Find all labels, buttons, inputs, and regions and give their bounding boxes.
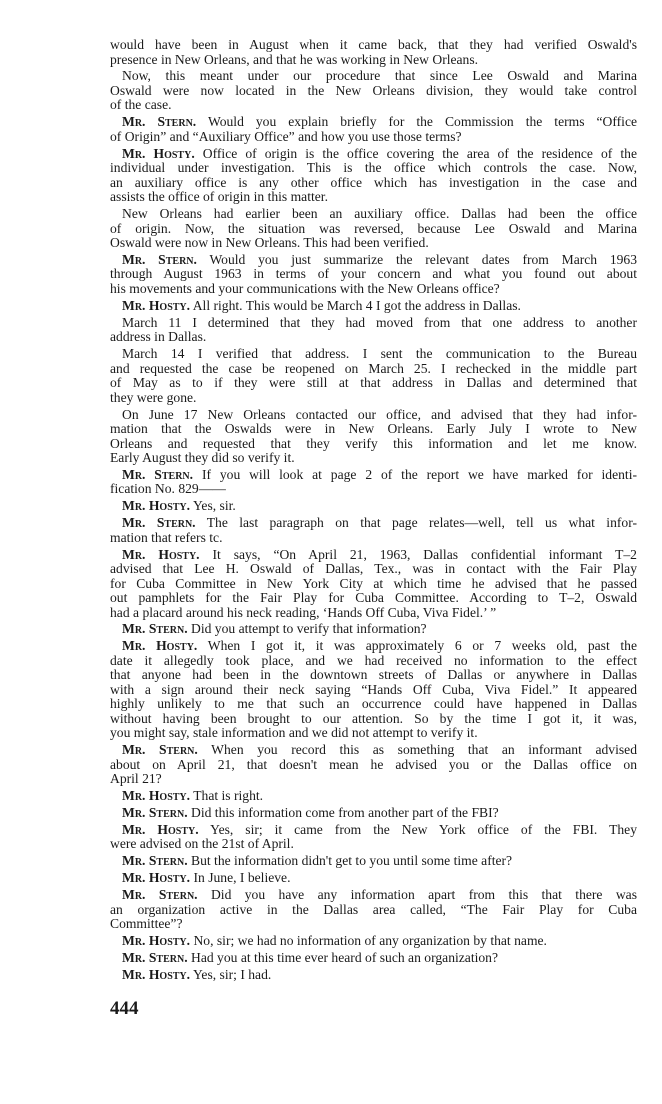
testimony-paragraph — [110, 516, 637, 545]
line-text: When you record this as something that an informant advised — [211, 742, 638, 758]
text-line — [110, 871, 637, 886]
text-line — [110, 236, 637, 251]
testimony-paragraph — [110, 806, 637, 821]
testimony-paragraph — [110, 968, 637, 983]
text-line — [110, 531, 637, 546]
speaker-name: Mr. Hosty. — [122, 788, 191, 804]
line-text: The last paragraph on that page relates—well, tell us what infor- — [206, 515, 637, 531]
line-text: about on April 21, that doesn't mean he advised you or the Dallas office on — [110, 756, 637, 772]
line-text: If you will look at page 2 of the report we have marked for identi- — [201, 466, 638, 482]
line-text: individual under investigation. This is the office which controls the case. Now, — [110, 160, 637, 176]
text-line — [110, 888, 637, 903]
line-text: they were gone. — [110, 389, 197, 405]
text-line — [110, 934, 637, 949]
text-line — [110, 743, 637, 758]
testimony-paragraph — [110, 499, 637, 514]
text-line — [110, 577, 637, 592]
line-text: fication No. 829—— — [110, 481, 226, 497]
text-line — [110, 917, 637, 932]
line-text: address in Dallas. — [110, 329, 207, 345]
speaker-name: Mr. Stern. — [122, 949, 188, 965]
paragraph — [110, 38, 637, 67]
line-text: Yes, sir; it came from the New York office of the FBI. They — [210, 821, 637, 837]
line-text: without having been brought to our attention. So by the time I got it, it was, — [110, 710, 637, 726]
speaker-name: Mr. Stern. — [122, 466, 194, 482]
text-line — [110, 176, 637, 191]
speaker-name: Mr. Stern. — [122, 853, 188, 869]
line-text: date it allegedly took place, and we had received no information to the effect — [110, 652, 637, 668]
text-line — [110, 591, 637, 606]
testimony-paragraph — [110, 468, 637, 497]
paragraph — [110, 316, 637, 345]
text-line — [110, 253, 637, 268]
text-line — [110, 683, 637, 698]
line-text: Early August they did so verify it. — [110, 450, 295, 466]
testimony-paragraph — [110, 888, 637, 932]
testimony-paragraph — [110, 823, 637, 852]
text-line — [110, 437, 637, 452]
line-text: Had you at this time ever heard of such an organization? — [191, 949, 499, 965]
text-line — [110, 499, 637, 514]
line-text: his movements and your communications with the New Orleans office? — [110, 280, 500, 296]
text-line — [110, 639, 637, 654]
line-text: an auxiliary office is any other office which has investigation in the case and — [110, 174, 637, 190]
transcript-page — [110, 38, 637, 985]
line-text: for Cuba Committee in New York City at which time he advised that he passed — [110, 575, 637, 591]
text-line — [110, 267, 637, 282]
speaker-name: Mr. Hosty. — [122, 145, 195, 161]
testimony-paragraph — [110, 299, 637, 314]
line-text: of origin. Now, the situation was reversed, because Lee Oswald and Marina — [110, 220, 637, 236]
testimony-paragraph — [110, 854, 637, 869]
text-line — [110, 330, 637, 345]
text-line — [110, 668, 637, 683]
text-line — [110, 69, 637, 84]
line-text: advised that Lee H. Oswald of Dallas, Tex., was in contact with the Fair Play — [110, 561, 637, 577]
text-line — [110, 161, 637, 176]
text-line — [110, 758, 637, 773]
line-text: highly unlikely to me that such an occurrence could have happened in Dallas — [110, 696, 637, 712]
line-text: But the information didn't get to you until some time after? — [191, 853, 513, 869]
text-line — [110, 299, 637, 314]
speaker-name: Mr. Hosty. — [122, 297, 191, 313]
line-text: of May as to if they were still at that address in Dallas and determined that — [110, 375, 637, 391]
text-line — [110, 207, 637, 222]
line-text: When I got it, it was approximately 6 or 7 weeks old, past the — [207, 638, 638, 654]
speaker-name: Mr. Stern. — [122, 621, 188, 637]
line-text: That is right. — [193, 788, 264, 804]
line-text: March 14 I verified that address. I sent the communication to the Bureau — [122, 346, 637, 362]
text-line — [110, 376, 637, 391]
testimony-paragraph — [110, 548, 637, 621]
line-text: that anyone had been in the downtown streets of Dallas or anywhere in Dallas — [110, 667, 637, 683]
text-line — [110, 38, 637, 53]
page-number: 444 — [110, 998, 139, 1019]
speaker-name: Mr. Stern. — [122, 114, 197, 130]
line-text: Would you just summarize the relevant dates from March 1963 — [209, 251, 638, 267]
text-line — [110, 482, 637, 497]
speaker-name: Mr. Stern. — [122, 251, 197, 267]
text-line — [110, 712, 637, 727]
text-line — [110, 772, 637, 787]
speaker-name: Mr. Stern. — [122, 805, 188, 821]
line-text: you might say, stale information and we did not attempt to verify it. — [110, 725, 478, 741]
line-text: March 11 I determined that they had moved from that one address to another — [122, 314, 637, 330]
line-text: Did you attempt to verify that information? — [191, 621, 427, 637]
line-text: Would you explain briefly for the Commission the terms “Office — [207, 114, 638, 130]
line-text: of the case. — [110, 97, 172, 113]
text-line — [110, 606, 637, 621]
text-line — [110, 562, 637, 577]
speaker-name: Mr. Stern. — [122, 515, 196, 531]
line-text: had a placard around his neck reading, ‘Hands Off Cuba, Viva Fidel.’ ” — [110, 604, 497, 620]
text-line — [110, 347, 637, 362]
line-text: April 21? — [110, 771, 162, 787]
text-line — [110, 147, 637, 162]
text-line — [110, 548, 637, 563]
line-text: Did you have any information apart from this that there was — [210, 887, 637, 903]
line-text: would have been in August when it came back, that they had verified Oswald's — [110, 37, 637, 52]
paragraph — [110, 408, 637, 466]
text-line — [110, 130, 637, 145]
line-text: Office of origin is the office covering the area of the residence of the — [202, 145, 637, 161]
line-text: with a sign around their neck saying “Hands Off Cuba, Viva Fidel.” It appeared — [110, 681, 637, 697]
line-text: an organization active in the Dallas area called, “The Fair Play for Cuba — [110, 901, 637, 917]
line-text: Did this information come from another part of the FBI? — [191, 805, 499, 821]
speaker-name: Mr. Hosty. — [122, 870, 191, 886]
speaker-name: Mr. Hosty. — [122, 821, 199, 837]
line-text: were advised on the 21st of April. — [110, 836, 294, 852]
text-line — [110, 854, 637, 869]
line-text: New Orleans had earlier been an auxiliary office. Dallas had been the office — [122, 206, 637, 222]
line-text: All right. This would be March 4 I got the address in Dallas. — [192, 297, 521, 313]
line-text: In June, I believe. — [193, 870, 291, 886]
line-text: Orleans and requested that they verify this information and let me know. — [110, 435, 637, 451]
text-line — [110, 115, 637, 130]
text-line — [110, 84, 637, 99]
text-line — [110, 391, 637, 406]
text-line — [110, 53, 637, 68]
text-line — [110, 789, 637, 804]
text-line — [110, 622, 637, 637]
line-text: Oswald were now in New Orleans. This had been verified. — [110, 235, 429, 251]
text-line — [110, 654, 637, 669]
testimony-paragraph — [110, 639, 637, 741]
text-line — [110, 697, 637, 712]
line-text: through August 1963 in terms of your concern and what you found out about — [110, 266, 637, 282]
line-text: Oswald were now located in the New Orleans division, they would take control — [110, 82, 637, 98]
text-line — [110, 222, 637, 237]
text-line — [110, 98, 637, 113]
paragraph — [110, 69, 637, 113]
line-text: of Origin” and “Auxiliary Office” and how you use those terms? — [110, 128, 462, 144]
speaker-name: Mr. Stern. — [122, 887, 198, 903]
text-line — [110, 362, 637, 377]
text-line — [110, 951, 637, 966]
text-line — [110, 282, 637, 297]
paragraph — [110, 207, 637, 251]
speaker-name: Mr. Stern. — [122, 742, 198, 758]
text-line — [110, 422, 637, 437]
text-line — [110, 903, 637, 918]
line-text: and requested the case be reopened on March 25. I rechecked in the middle part — [110, 360, 637, 376]
line-text: Yes, sir. — [192, 498, 236, 514]
text-line — [110, 726, 637, 741]
line-text: assists the office of origin in this matter. — [110, 189, 328, 205]
speaker-name: Mr. Hosty. — [122, 546, 200, 562]
text-line — [110, 190, 637, 205]
line-text: out pamphlets for the Fair Play for Cuba Committee. According to T–2, Oswald — [110, 590, 637, 606]
speaker-name: Mr. Hosty. — [122, 966, 191, 982]
line-text: mation that the Oswalds were in New Orleans. Early July I wrote to New — [110, 421, 637, 437]
testimony-paragraph — [110, 743, 637, 787]
text-line — [110, 468, 637, 483]
testimony-paragraph — [110, 871, 637, 886]
text-line — [110, 806, 637, 821]
line-text: It says, “On April 21, 1963, Dallas confidential informant T–2 — [212, 546, 637, 562]
text-line — [110, 837, 637, 852]
speaker-name: Mr. Hosty. — [122, 498, 191, 514]
line-text: On June 17 New Orleans contacted our office, and advised that they had infor- — [122, 406, 637, 422]
text-line — [110, 516, 637, 531]
line-text: presence in New Orleans, and that he was working in New Orleans. — [110, 51, 479, 67]
line-text: Now, this meant under our procedure that since Lee Oswald and Marina — [122, 68, 637, 84]
line-text: Committee”? — [110, 916, 183, 932]
testimony-paragraph — [110, 789, 637, 804]
testimony-paragraph — [110, 951, 637, 966]
paragraph — [110, 347, 637, 405]
text-line — [110, 408, 637, 423]
line-text: No, sir; we had no information of any organization by that name. — [193, 932, 547, 948]
text-line — [110, 316, 637, 331]
text-line — [110, 451, 637, 466]
testimony-paragraph — [110, 253, 637, 297]
text-line — [110, 968, 637, 983]
speaker-name: Mr. Hosty. — [122, 638, 198, 654]
testimony-paragraph — [110, 934, 637, 949]
testimony-paragraph — [110, 115, 637, 144]
testimony-paragraph — [110, 622, 637, 637]
line-text: mation that refers tc. — [110, 529, 223, 545]
text-line — [110, 823, 637, 838]
testimony-paragraph — [110, 147, 637, 205]
speaker-name: Mr. Hosty. — [122, 932, 191, 948]
line-text: Yes, sir; I had. — [192, 966, 272, 982]
